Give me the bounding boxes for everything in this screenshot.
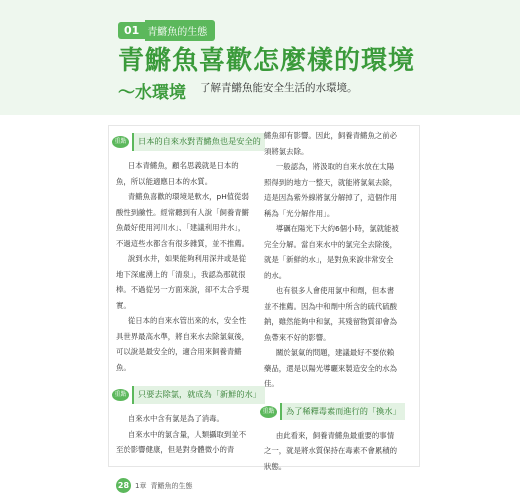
chapter-name: 青鱂魚的生態 [145,20,215,41]
paragraph: 關於氯氣的問題，建議最好不要依賴藥品，還是以陽光導曬來製造安全的水為佳。 [264,348,398,388]
page-title: 青鱂魚喜歡怎麼樣的環境 [118,46,416,76]
paragraph: 由此看來，飼養青鱂魚最重要的事情之一，就是將水質保持在毒素不會累積的狀態。 [264,430,398,471]
left-column [114,128,261,458]
page-subtitle: ～水環境 [118,83,186,103]
paragraph: 也有很多人會使用氯中和劑，但本書並不推薦。因為中和劑中所含的硫代硫酸鈉，雖然能夠中和氯，其殘留物質卻會為魚帶來不好的影響。 [264,286,398,342]
section-title: 日本的自來水對青鱂魚也是安全的 [132,133,265,151]
chapter-tag [118,20,215,40]
paragraph: 日本青鱂魚，顧名思義就是日本的魚，所以能適應日本的水質。 [116,161,239,186]
section-heading [260,404,400,420]
page-number: 28 [116,478,131,493]
section-heading [112,387,261,403]
page-description: 了解青鱂魚能安全生活的水環境。 [200,82,358,94]
paragraph: 青鱂魚喜歡的環境是軟水，pH值從弱酸性到鹼性。經常聽到有人說「飼養青鱂魚最好使用河川水」、「建議利用井水」，不過這些水都含有很多雜質，並不推薦。 [116,192,250,248]
footer-chapter: 1章 [135,481,147,490]
paragraph: 一般認為，將汲取的自來水放在太陽照得到的地方一整天，就能將氯氣去除，這是因為紫外線將氯分解掉了，這個作用稱為「光分解作用」。 [264,162,398,218]
paragraph: 鱂魚卻有影響。因此，飼養青鱂魚之前必須將氯去除。 [264,131,398,156]
point-badge-icon: 重點 [260,406,277,418]
right-column [264,128,400,474]
section-title: 為了稀釋毒素而進行的「換水」 [280,403,405,421]
paragraph: 說到水井，如果能夠利用深井或是從地下深處湧上的「清泉」，我認為那就很棒。不過從另一方面來說，卻不太合乎現實。 [116,254,250,310]
page-footer [116,478,192,493]
paragraph: 自來水中的氯含量，人類攝取到並不至於影響健康，但是對身體微小的青 [116,429,247,454]
section-title: 只要去除氯，就成為「新鮮的水」 [132,386,265,404]
section-heading [112,134,261,150]
footer-chapter-name: 青鱂魚的生態 [150,481,193,490]
paragraph: 自來水中含有氯是為了消毒。 [127,414,224,423]
point-badge-icon: 重點 [112,136,129,148]
paragraph: 從日本的自來水管出來的水，安全性具世界最高水準，將自來水去除氯氣後，可以說是最安全的，適合用來飼養青鱂魚。 [116,316,250,372]
paragraph: 導礪在陽光下大約6個小時，氯就能被完全分解。當自來水中的氯完全去除後，就是「新鮮的水」，是對魚來說非常安全的水。 [264,224,399,280]
point-badge-icon: 重點 [112,389,129,401]
chapter-number: 01 [118,22,145,39]
